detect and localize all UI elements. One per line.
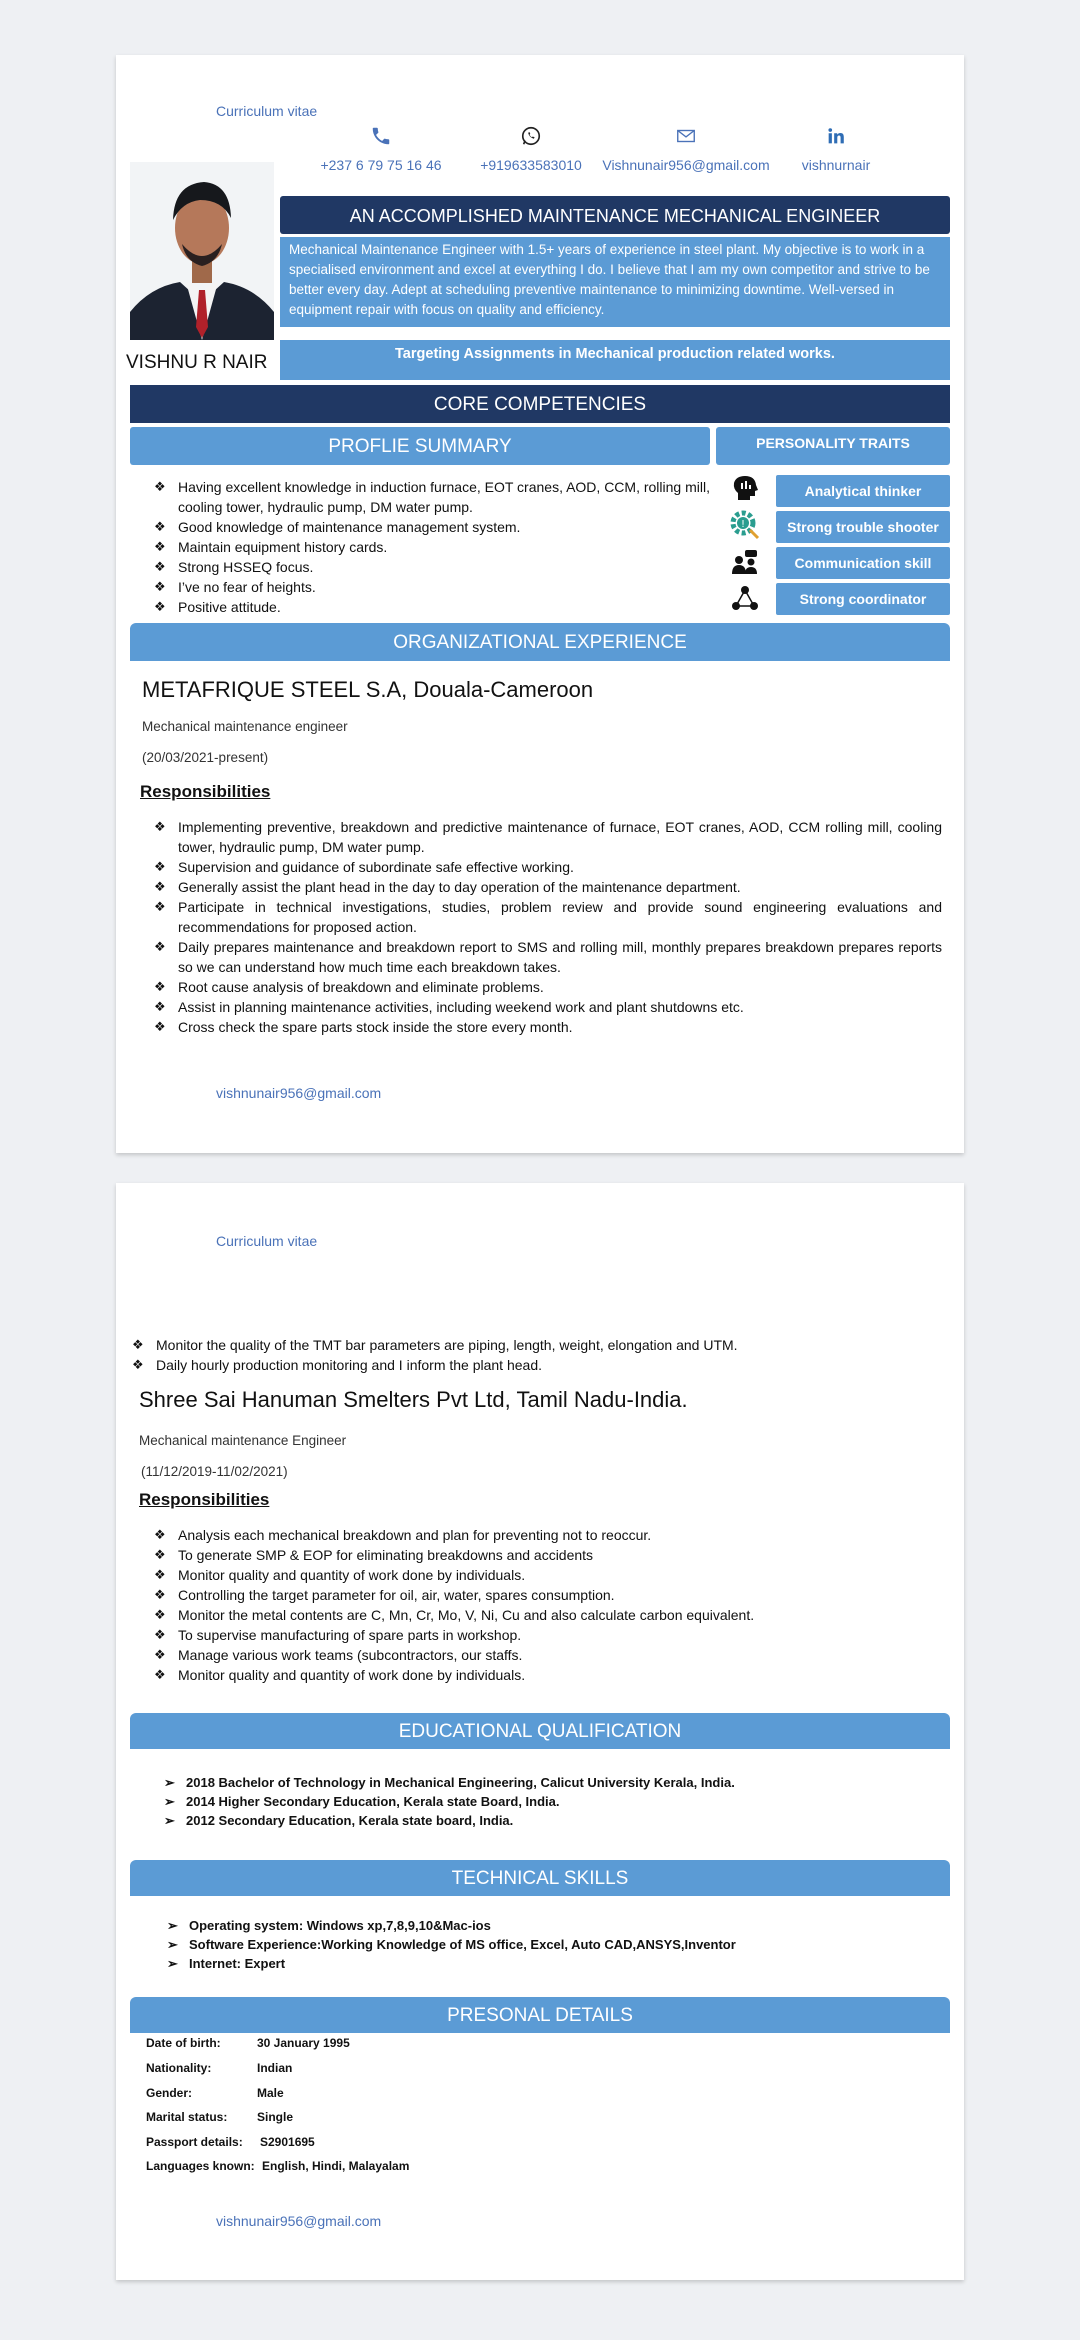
role-2: Mechanical maintenance Engineer [139,1433,347,1448]
bullet-icon: ❖ [154,1587,166,1602]
responsibilities-list-2 [130,1525,942,1685]
bullet-icon: ❖ [154,1019,166,1034]
list-item: ➢ Software Experience:Working Knowledge of MS office, Excel, Auto CAD,ANSYS,Inventor [167,1937,736,1952]
contact-email[interactable] [586,125,786,173]
list-item: ❖ To generate SMP & EOP for eliminating breakdowns and accidents [154,1547,594,1563]
contact-phone-text: +237 6 79 75 16 46 [320,157,442,173]
list-item: ❖ Having excellent knowledge in induction furnace, EOT cranes, AOD, CCM, rolling mill, cooling tower, hydraulic pump, DM water pump. [154,479,710,515]
footer-email-2[interactable]: vishnunair956@gmail.com [216,2213,382,2229]
bullet-icon: ❖ [154,879,166,894]
list-item: ❖ Strong HSSEQ focus. [154,559,314,575]
list-item: ➢ Internet: Expert [167,1956,286,1971]
bullet-icon: ❖ [154,1567,166,1582]
trait-troubleshooter: Strong trouble shooter [776,511,950,543]
education-list [156,1773,936,1830]
company-name-1: METAFRIQUE STEEL S.A, Douala-Cameroon [142,677,594,702]
phone-icon [370,125,392,147]
list-item: ❖ Positive attitude. [154,599,281,615]
personal-details-title: PRESONAL DETAILS [130,1997,950,2033]
resume-page-2 [116,1183,964,2280]
summary: Mechanical Maintenance Engineer with 1.5+ years of experience in steel plant. My objective is to work in a specialised environment and excel at everything I do. I believe that I am my own competitor and strive to be better every day. Adept at scheduling preventive maintenance to minimizing downtime. Well-versed in equipment repair with focus on quality and efficiency. [280,237,950,327]
personal-dob: Date of birth: 30 January 1995 [146,2036,350,2050]
list-item: ❖ I’ve no fear of heights. [154,579,316,595]
contact-linkedin[interactable] [786,125,886,173]
bullet-icon: ❖ [132,1337,144,1352]
list-item: ❖ Daily hourly production monitoring and I inform the plant head. [132,1357,542,1373]
arrow-bullet-icon: ➢ [164,1813,175,1828]
mail-icon [675,125,697,147]
contact-phone[interactable] [306,125,456,173]
continued-list [108,1335,928,1375]
header-label: Curriculum vitae [216,1233,318,1249]
bullet-icon: ❖ [154,579,166,594]
analytical-head-icon [730,473,760,503]
org-experience-title: ORGANIZATIONAL EXPERIENCE [130,623,950,661]
list-item: ❖ Controlling the target parameter for oil, air, water, spares consumption. [154,1587,615,1603]
bullet-icon: ❖ [154,1607,166,1622]
profile-list [130,477,714,617]
responsibilities-title-1: Responsibilities [140,782,271,801]
list-item: ❖ Monitor the metal contents are C, Mn, Cr, Mo, V, Ni, Cu and also calculate carbon equivalent. [154,1607,755,1623]
bullet-icon: ❖ [154,819,166,834]
arrow-bullet-icon: ➢ [167,1918,178,1933]
bullet-icon: ❖ [132,1357,144,1372]
list-item: ➢ 2012 Secondary Education, Kerala state board, India. [164,1813,514,1828]
education-title: EDUCATIONAL QUALIFICATION [130,1713,950,1749]
period-2: (11/12/2019-11/02/2021) [141,1464,288,1479]
list-item: ❖ To supervise manufacturing of spare parts in workshop. [154,1627,522,1643]
personal-gender: Gender: Male [146,2086,284,2100]
profile-photo [130,162,274,340]
bullet-icon: ❖ [154,979,166,994]
list-item: ❖ Supervision and guidance of subordinate safe effective working. [154,859,574,875]
candidate-name: VISHNU R NAIR [126,352,268,373]
bullet-icon: ❖ [154,1547,166,1562]
technical-skills-title: TECHNICAL SKILLS [130,1860,950,1896]
bullet-icon: ❖ [154,599,166,614]
core-competencies-title: CORE COMPETENCIES [130,385,950,423]
personal-marital: Marital status: Single [146,2110,294,2124]
bullet-icon: ❖ [154,1627,166,1642]
contact-email-text: Vishnunair956@gmail.com [602,157,770,173]
trait-communication: Communication skill [776,547,950,579]
contact-linkedin-text: vishnurnair [801,157,871,173]
bullet-icon: ❖ [154,999,166,1014]
bullet-icon: ❖ [154,539,166,554]
list-item: ❖ Daily prepares maintenance and breakdown report to SMS and rolling mill, monthly prepares breakdown prepares reports so we can understand how much time each breakdown takes. [154,939,942,975]
skills-list [159,1916,939,1973]
list-item: ❖ Implementing preventive, breakdown and predictive maintenance of furnace, EOT cranes, AOD, CCM rolling mill, cooling tower, hydraulic pump, DM water pump. [154,819,942,855]
footer-email-1[interactable]: vishnunair956@gmail.com [216,1085,382,1101]
list-item: ❖ Assist in planning maintenance activities, including weekend work and plant shutdowns etc. [154,999,744,1015]
list-item: ❖ Root cause analysis of breakdown and eliminate problems. [154,979,544,995]
headline: AN ACCOMPLISHED MAINTENANCE MECHANICAL ENGINEER [280,196,950,234]
personal-passport: Passport details: S2901695 [146,2135,315,2149]
personal-nationality: Nationality: Indian [146,2061,293,2075]
list-item: ❖ Participate in technical investigations, studies, problem review and provide sound engineering evaluations and recommendations for proposed action. [154,899,942,935]
list-item: ❖ Monitor quality and quantity of work done by individuals. [154,1667,526,1683]
arrow-bullet-icon: ➢ [164,1794,175,1809]
list-item: ❖ Monitor quality and quantity of work done by individuals. [154,1567,526,1583]
targeting-banner: Targeting Assignments in Mechanical production related works. [280,340,950,380]
list-item: ➢ 2014 Higher Secondary Education, Kerala state Board, India. [164,1794,560,1809]
bullet-icon: ❖ [154,899,166,914]
bullet-icon: ❖ [154,859,166,874]
list-item: ❖ Good knowledge of maintenance management system. [154,519,521,535]
arrow-bullet-icon: ➢ [167,1937,178,1952]
responsibilities-title-2: Responsibilities [139,1490,270,1509]
bullet-icon: ❖ [154,519,166,534]
resume-page-1 [116,55,964,1153]
contact-whatsapp-text: +919633583010 [480,157,582,173]
company-name-2: Shree Sai Hanuman Smelters Pvt Ltd, Tamil Nadu-India. [139,1387,688,1412]
svg-text:!: ! [740,519,746,530]
trait-analytical: Analytical thinker [776,475,950,507]
responsibilities-list-1 [130,817,942,1037]
header-label: Curriculum vitae [216,103,318,119]
personal-languages: Languages known: English, Hindi, Malayalam [146,2159,410,2173]
bullet-icon: ❖ [154,559,166,574]
whatsapp-icon [520,125,542,147]
bullet-icon: ❖ [154,939,166,954]
bullet-icon: ❖ [154,1647,166,1662]
personality-traits-title: PERSONALITY TRAITS [716,427,950,465]
list-item: ➢ Operating system: Windows xp,7,8,9,10&Mac-ios [167,1918,491,1933]
communication-people-icon [730,547,760,577]
arrow-bullet-icon: ➢ [164,1775,175,1790]
arrow-bullet-icon: ➢ [167,1956,178,1971]
list-item: ❖ Analysis each mechanical breakdown and plan for preventing not to reoccur. [154,1527,652,1543]
coordinator-network-icon [730,583,760,613]
list-item: ❖ Manage various work teams (subcontractors, our staffs. [154,1647,523,1663]
contact-whatsapp[interactable] [456,125,606,173]
bullet-icon: ❖ [154,1667,166,1682]
role-1: Mechanical maintenance engineer [142,719,348,734]
profile-summary-title: PROFLIE SUMMARY [130,427,710,465]
gear-troubleshoot-icon [730,510,760,540]
linkedin-icon [825,125,847,147]
bullet-icon: ❖ [154,479,166,494]
list-item: ➢ 2018 Bachelor of Technology in Mechanical Engineering, Calicut University Kerala, India. [164,1775,735,1790]
list-item: ❖ Maintain equipment history cards. [154,539,388,555]
list-item: ❖ Cross check the spare parts stock inside the store every month. [154,1019,573,1035]
list-item: ❖ Monitor the quality of the TMT bar parameters are piping, length, weight, elongation and UTM. [132,1337,738,1353]
trait-coordinator: Strong coordinator [776,583,950,615]
period-1: (20/03/2021-present) [142,750,269,765]
bullet-icon: ❖ [154,1527,166,1542]
list-item: ❖ Generally assist the plant head in the day to day operation of the maintenance department. [154,879,741,895]
